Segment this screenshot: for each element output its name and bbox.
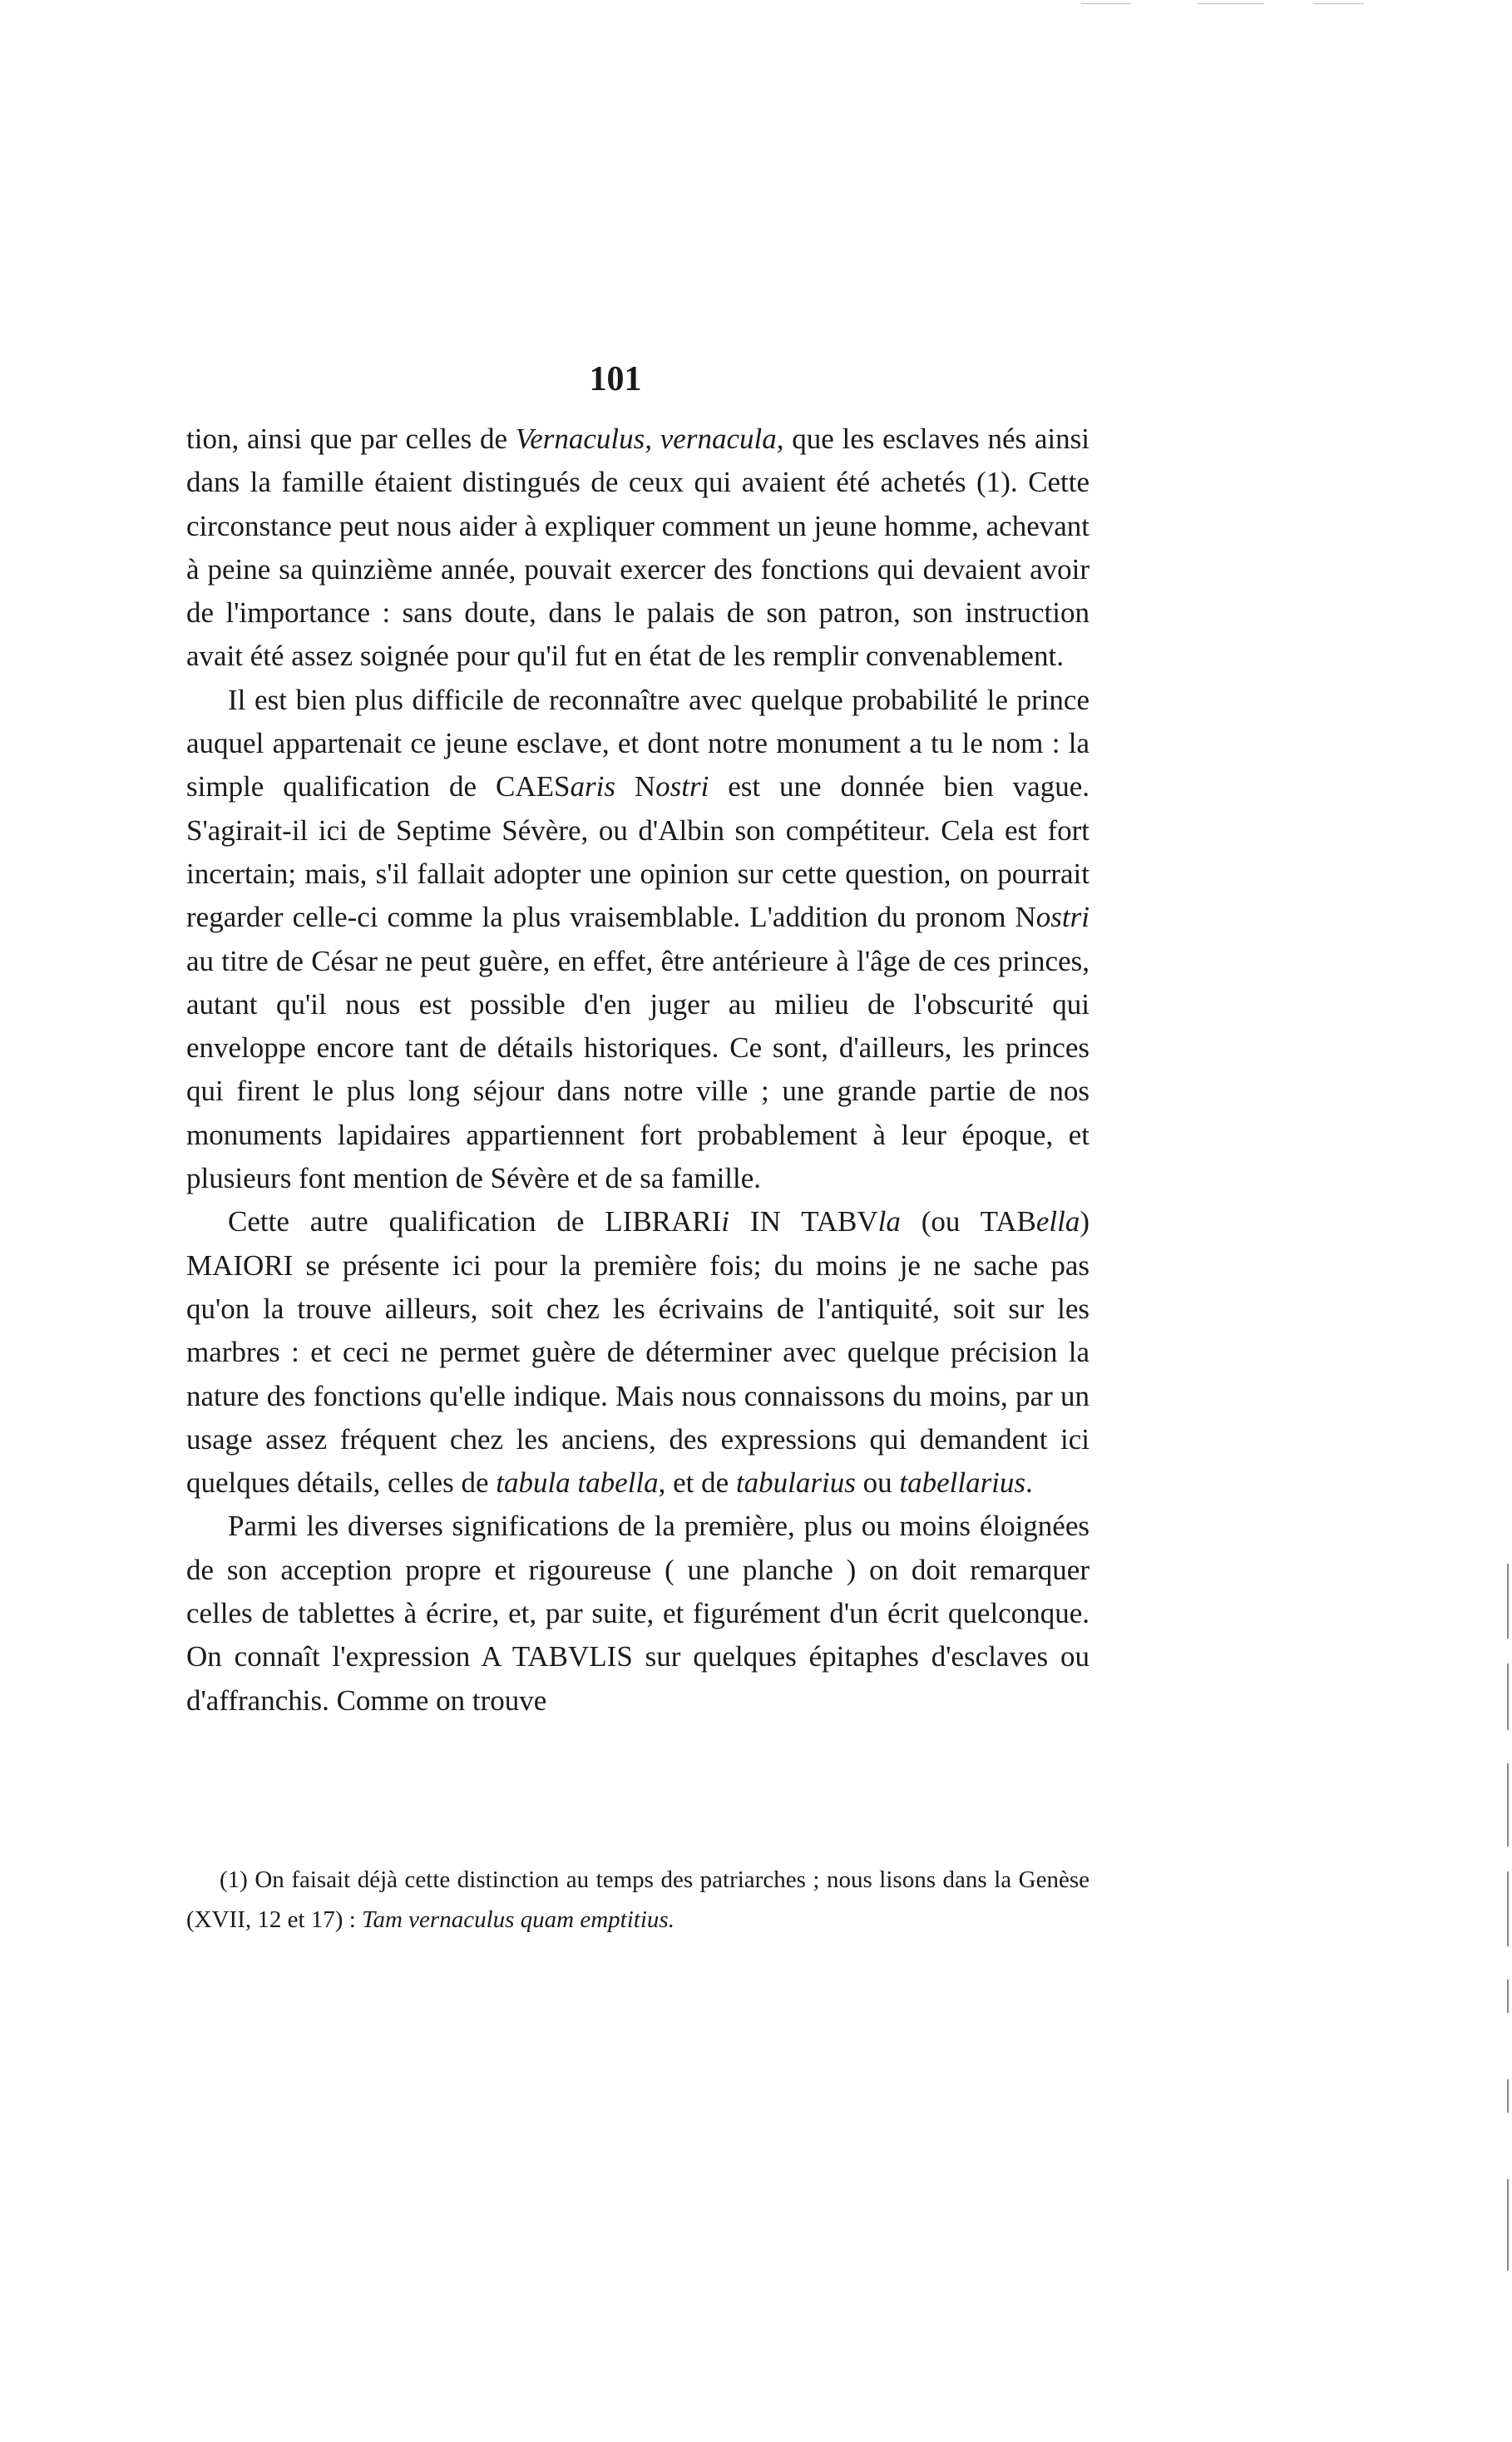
italic-text: Tam vernaculus quam emptitius. [362,1906,674,1933]
text-segment: Parmi les diverses significations de la première, plus ou moins éloignées de son acception propre et rigoureuse ( une planche ) on doit remarquer celles de tablettes à écrire, et, par suite, et figurément d'un écrit quelconque. On connaît l'expression A TABVLIS sur quelques épitaphes d'esclaves ou d'affranchis. Comme on trouve [186,1510,1090,1717]
text-segment: tion, ainsi que par celles de [186,423,516,455]
text-segment: Cette autre qualification de LIBRARI [228,1205,722,1238]
text-segment: que les esclaves nés ainsi dans la famille étaient distingués de ceux qui avaient été achetés (1). Cette circonstance peut nous aider à expliquer comment un jeune homme, achevant à peine sa quinzième année, pouvait exercer des fonctions qui devaient avoir de l'importance : sans doute, dans le palais de son patron, son instruction avait été assez soignée pour qu'il fut en état de les remplir convenablement. [186,423,1090,673]
italic-text: la [877,1205,901,1238]
paragraph [186,1505,1090,1722]
main-text [186,418,1090,1723]
footnote [186,1860,1090,1940]
text-segment: au titre de César ne peut guère, en effet, être antérieure à l'âge de ces princes, autant qu'il nous est possible d'en juger au milieu de l'obscurité qui enveloppe encore tant de détails historiques. Ce sont, d'ailleurs, les princes qui firent le plus long séjour dans notre ville ; une grande partie de nos monuments lapidaires appartiennent fort probablement à leur époque, et plusieurs font mention de Sévère et de sa famille. [186,944,1090,1195]
margin-mark [1507,1663,1509,1730]
page-number: 101 [589,360,642,398]
margin-mark [1507,1564,1509,1639]
text-segment: ou [855,1466,900,1500]
text-segment: , et de [658,1466,736,1500]
text-segment: est une donnée bien vague. S'agirait-il ici de Septime Sévère, ou d'Albin son compétiteur. Cela est fort incertain; mais, s'il fallait adopter une opinion sur cette question, on pourrait regarder celle-ci comme la plus vraisemblable. L'addition du pronom N [186,770,1090,934]
text-segment: IN TABV [729,1205,878,1238]
italic-text: ostri [1035,901,1090,934]
italic-text: tabula tabella [496,1466,659,1500]
italic-text: tabularius [735,1466,856,1500]
italic-text: ostri [655,770,709,803]
top-edge-mark [1314,3,1364,4]
paragraph [186,418,1090,679]
footnotes [186,1860,1090,1940]
margin-mark [1507,2079,1509,2113]
italic-text: ella [1035,1205,1080,1238]
text-segment: ) MAIORI se présente ici pour la première fois; du moins je ne sache pas qu'on la trouve ailleurs, soit chez les écrivains de l'antiquité, soit sur les marbres : et ceci ne permet guère de déterminer avec quelque précision la nature des fonctions qu'elle indique. Mais nous connaissons du moins, par un usage assez fréquent chez les anciens, des expressions qui demandent ici quelques détails, celles de [186,1205,1090,1500]
text-segment: (1) On faisait déjà cette distinction au temps des patriarches ; nous lisons dans la Genèse (XVII, 12 et 17) : [186,1866,1090,1933]
text-segment: (ou TAB [900,1205,1036,1238]
paragraph [186,679,1090,1201]
top-edge-mark [1081,3,1131,4]
text-segment: . [1025,1466,1033,1500]
margin-mark [1507,1763,1509,1846]
margin-mark [1507,2179,1509,2271]
italic-text: i [721,1205,730,1238]
top-edge-mark [1198,3,1264,4]
margin-mark [1507,1980,1509,2013]
text-segment: N [615,770,656,803]
paragraph [186,1200,1090,1505]
text-segment: Il est bien plus difficile de reconnaître avec quelque probabilité le prince auquel appartenait ce jeune esclave, et dont notre monument a tu le nom : la simple qualification de CAES [186,683,1090,803]
italic-text: Vernaculus, vernacula, [515,423,784,455]
italic-text: aris [570,770,615,803]
margin-mark [1507,1871,1509,1946]
italic-text: tabellarius [899,1466,1026,1500]
